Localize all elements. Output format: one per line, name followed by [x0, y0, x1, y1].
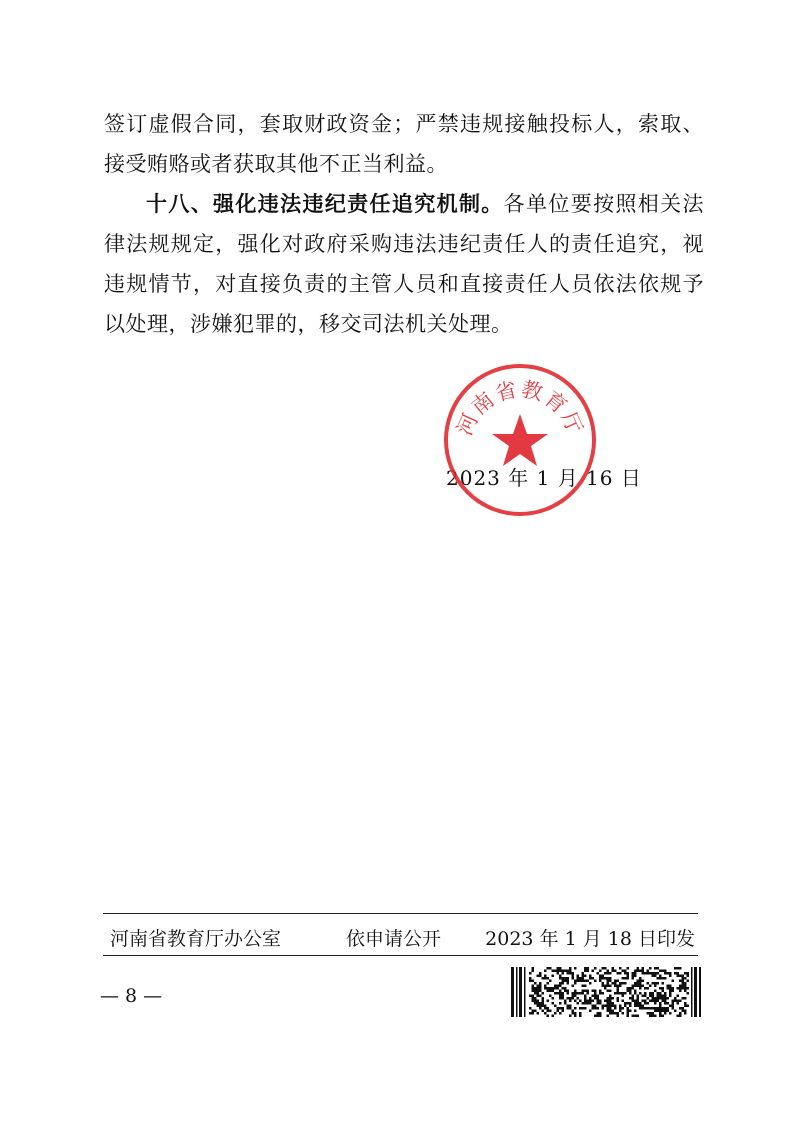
signature-date: 2023 年 1 月 16 日	[446, 466, 642, 490]
document-body	[104, 104, 704, 344]
footer-bottom-rule	[103, 955, 698, 956]
paragraph-eighteen	[104, 184, 704, 344]
footer-top-rule	[103, 913, 698, 914]
section-heading: 十八、强化违法违纪责任追究机制。	[146, 192, 504, 216]
official-seal	[442, 362, 598, 518]
section-text: 各单位要按照相关法律法规规定，强化对政府采购违法违纪责任人的责任追究，视违规情节，对直接负责的主管人员和直接责任人员依法依规予以处理，涉嫌犯罪的，移交司法机关处理。	[104, 192, 705, 336]
footer-disclosure: 依申请公开	[346, 928, 442, 950]
official-seal-graphic	[442, 362, 598, 518]
barcode-graphic	[511, 967, 701, 1017]
seal-text: 河南省教育厅	[452, 377, 588, 440]
seal-star	[492, 414, 548, 466]
footer-print-date: 2023 年 1 月 18 日印发	[485, 928, 695, 950]
page-number: — 8 —	[100, 985, 163, 1007]
document-barcode	[511, 967, 701, 1017]
paragraph-continuation: 签订虚假合同，套取财政资金；严禁违规接触投标人，索取、接受贿赂或者获取其他不正当利益。	[104, 112, 704, 176]
footer-issuer: 河南省教育厅办公室	[110, 928, 282, 950]
